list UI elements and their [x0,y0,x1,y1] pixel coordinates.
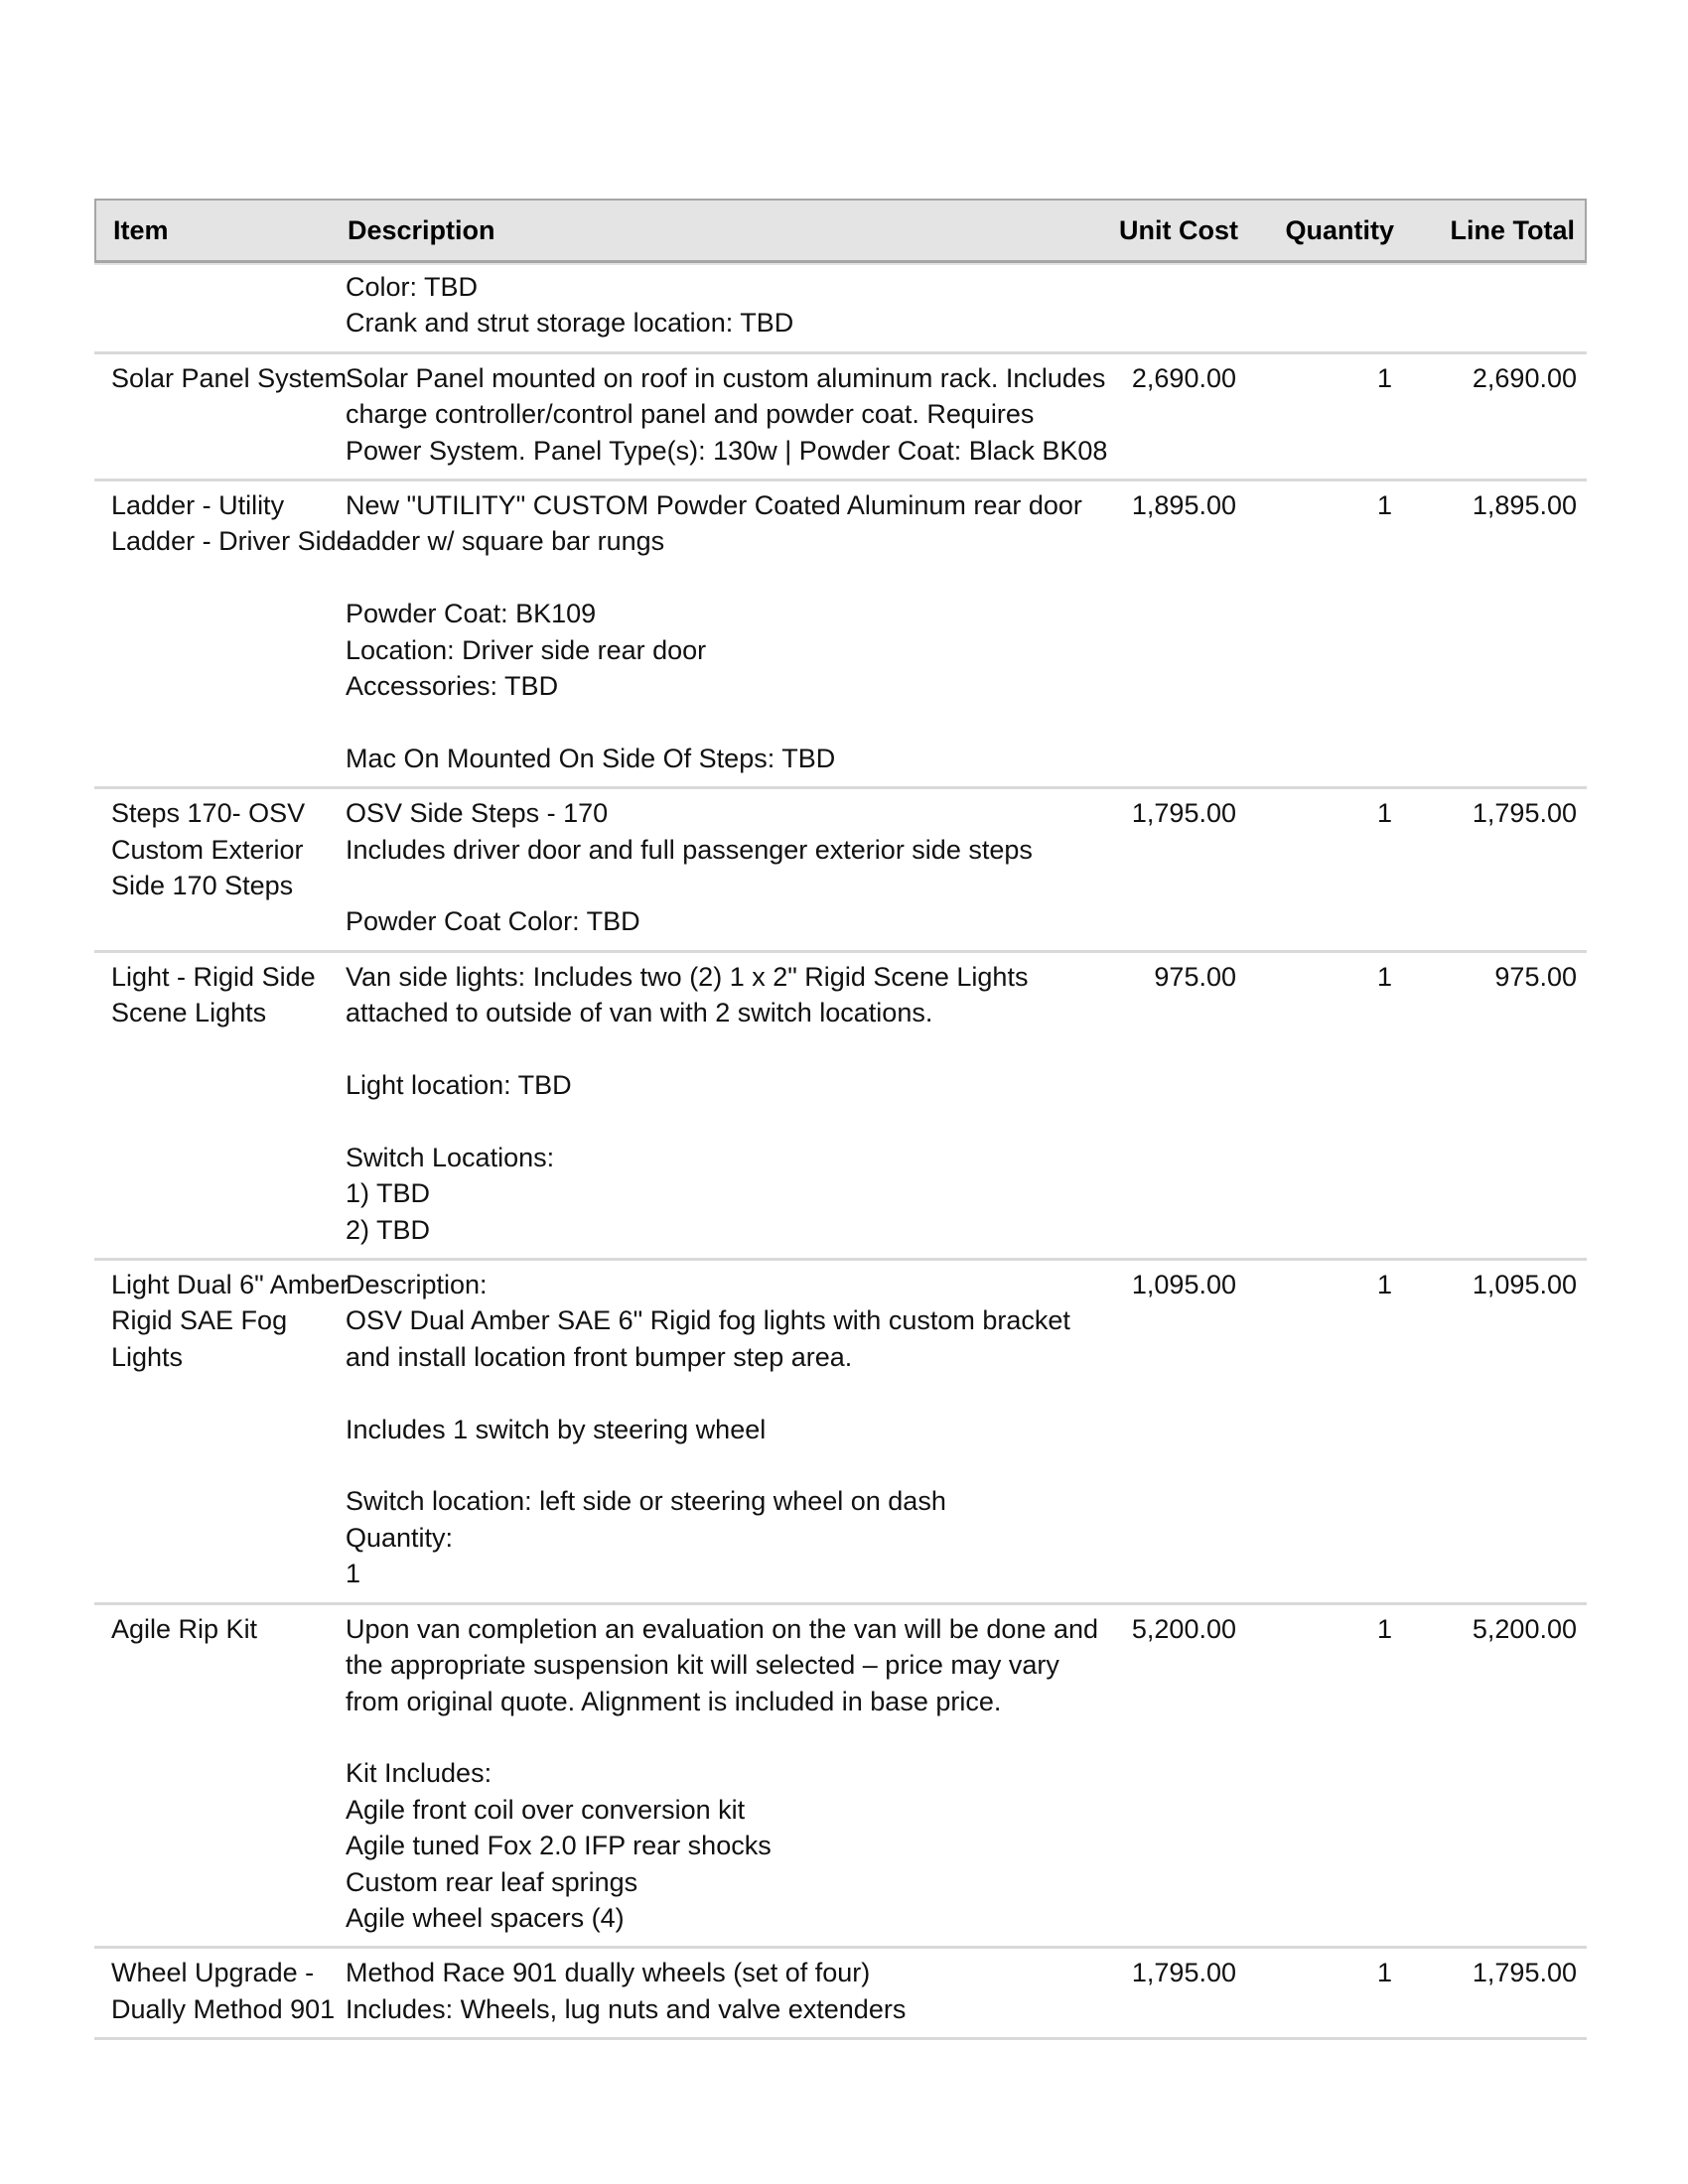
text-line: Includes 1 switch by steering wheel [346,1414,767,1444]
description-cell [346,360,1108,469]
col-header-unit-cost: Unit Cost [1119,214,1238,245]
text-line: Dually Method 901 [111,1993,336,2024]
text-line: Lights [111,1341,184,1372]
text-line: Light - Rigid Side [111,961,316,992]
item-cell [111,795,346,940]
table-header-row [94,199,1587,263]
col-header-item: Item [113,214,169,245]
line-total-cell [1392,360,1577,469]
text-line: Agile Rip Kit [111,1613,258,1644]
line-item-row [94,1949,1587,2040]
text-line: Side 170 Steps [111,871,294,901]
text-line: 2,690.00 [1131,362,1236,393]
text-line: Agile tuned Fox 2.0 IFP rear shocks [346,1831,772,1861]
line-item-row [94,1605,1587,1950]
line-total-cell [1392,959,1577,1248]
text-line: Rigid SAE Fog [111,1305,288,1336]
text-line: Includes: Wheels, lug nuts and valve extenders [346,1993,907,2024]
line-total-cell [1392,1955,1577,2027]
line-item-row [94,789,1587,953]
text-line [346,1031,1055,1067]
description-cell [346,1267,1070,1592]
text-line: Ladder - Driver Side [111,526,352,557]
text-line: Solar Panel System [111,362,348,393]
quantity-cell [1236,269,1392,341]
item-cell [111,487,352,776]
text-line [1392,269,1577,305]
text-line: 1,795.00 [1131,798,1236,829]
text-line: OSV Side Steps - 170 [346,798,609,829]
text-line: Powder Coat: BK109 [346,599,597,629]
text-line: 1 [1376,490,1392,521]
text-line: 1 [346,1559,361,1589]
text-line: Agile front coil over conversion kit [346,1794,746,1825]
text-line: 1,895.00 [1472,490,1577,521]
text-line [346,704,1055,740]
text-line: Light Dual 6" Amber [111,1270,350,1300]
description-cell [346,487,1082,776]
text-line: Upon van completion an evaluation on the van will be done and [346,1613,1099,1644]
text-line: Switch location: left side or steering wheel on dash [346,1486,946,1517]
text-line: Color: TBD [346,272,479,302]
unit-cost-cell [1055,269,1236,341]
text-line [1055,269,1236,305]
line-items-table [94,199,1587,2040]
text-line: 1 [1376,1613,1392,1644]
text-line: 1,895.00 [1131,490,1236,521]
text-line: 975.00 [1494,961,1577,992]
text-line: Crank and strut storage location: TBD [346,308,794,339]
text-line: Scene Lights [111,998,267,1028]
col-header-quantity: Quantity [1285,214,1394,245]
text-line: 1 [1376,1270,1392,1300]
line-item-row [94,354,1587,481]
quantity-cell [1236,1955,1392,2027]
text-line: 1 [1376,961,1392,992]
text-line [346,1375,1055,1411]
text-line: Powder Coat Color: TBD [346,906,640,937]
text-line: Wheel Upgrade - [111,1958,315,1988]
quantity-cell [1236,360,1392,469]
text-line: Description: [346,1270,488,1300]
text-line: 1 [1376,362,1392,393]
description-cell [346,959,1055,1248]
item-cell [111,360,346,469]
text-line: 5,200.00 [1472,1613,1577,1644]
text-line: Steps 170- OSV [111,798,306,829]
text-line: 1,795.00 [1472,798,1577,829]
line-item-row [94,1261,1587,1605]
text-line [1236,269,1392,305]
text-line: the appropriate suspension kit will selected – price may vary [346,1650,1059,1681]
text-line: Power System. Panel Type(s): 130w | Powder Coat: Black BK08 [346,435,1108,466]
text-line: OSV Dual Amber SAE 6" Rigid fog lights with custom bracket [346,1305,1070,1336]
col-header-description: Description [348,214,495,245]
text-line: ladder w/ square bar rungs [346,526,665,557]
text-line: Quantity: [346,1522,454,1553]
text-line: Custom rear leaf springs [346,1866,638,1897]
description-cell [346,795,1055,940]
quantity-cell [1236,1267,1392,1592]
text-line: 2,690.00 [1472,362,1577,393]
text-line: Van side lights: Includes two (2) 1 x 2" Rigid Scene Lights [346,961,1029,992]
text-line: Includes driver door and full passenger exterior side steps [346,834,1033,865]
description-cell [346,269,1055,341]
unit-cost-cell [1055,959,1236,1248]
quantity-cell [1236,795,1392,940]
text-line: 1 [1376,798,1392,829]
text-line: attached to outside of van with 2 switch locations. [346,998,933,1028]
quantity-cell [1236,1611,1392,1937]
unit-cost-cell [1055,360,1236,469]
line-total-cell [1392,1267,1577,1592]
item-cell [111,1267,350,1592]
text-line: 1,095.00 [1131,1270,1236,1300]
line-item-row [94,263,1587,354]
text-line: Switch Locations: [346,1142,555,1172]
text-line: 5,200.00 [1131,1613,1236,1644]
unit-cost-cell [1055,1267,1236,1592]
text-line: Kit Includes: [346,1758,492,1789]
quantity-cell [1236,487,1392,776]
text-line: Solar Panel mounted on roof in custom aluminum rack. Includes [346,362,1106,393]
text-line: Mac On Mounted On Side Of Steps: TBD [346,743,836,773]
text-line: 1,795.00 [1472,1958,1577,1988]
line-total-cell [1392,1611,1577,1937]
text-line [346,1103,1055,1139]
text-line [346,1719,1055,1755]
text-line: Custom Exterior [111,834,304,865]
text-line: and install location front bumper step area. [346,1341,853,1372]
line-item-row [94,481,1587,789]
text-line: charge controller/control panel and powder coat. Requires [346,399,1035,430]
line-item-row [94,953,1587,1261]
text-line [346,560,1055,596]
unit-cost-cell [1055,795,1236,940]
unit-cost-cell [1055,1611,1236,1937]
item-cell [111,1611,346,1937]
text-line: Location: Driver side rear door [346,634,707,665]
text-line: New "UTILITY" CUSTOM Powder Coated Aluminum rear door [346,490,1082,521]
text-line: 1,795.00 [1131,1958,1236,1988]
line-total-cell [1392,795,1577,940]
text-line: 1,095.00 [1472,1270,1577,1300]
line-items [94,263,1587,2040]
description-cell [346,1955,1055,2027]
col-header-line-total: Line Total [1450,214,1575,245]
description-cell [346,1611,1099,1937]
line-total-cell [1392,269,1577,341]
unit-cost-cell [1055,487,1236,776]
text-line: 1 [1376,1958,1392,1988]
unit-cost-cell [1055,1955,1236,2027]
text-line: from original quote. Alignment is included in base price. [346,1686,1002,1716]
item-cell [111,269,346,341]
text-line: Method Race 901 dually wheels (set of four) [346,1958,871,1988]
text-line: Light location: TBD [346,1070,572,1101]
text-line [346,1447,1055,1483]
line-total-cell [1392,487,1577,776]
text-line: 2) TBD [346,1214,431,1245]
quantity-cell [1236,959,1392,1248]
text-line [346,868,1055,903]
text-line: Ladder - Utility [111,490,285,521]
item-cell [111,959,346,1248]
text-line: Accessories: TBD [346,671,559,702]
text-line: Agile wheel spacers (4) [346,1902,625,1933]
text-line: 1) TBD [346,1178,431,1209]
text-line: 975.00 [1154,961,1236,992]
item-cell [111,1955,346,2027]
